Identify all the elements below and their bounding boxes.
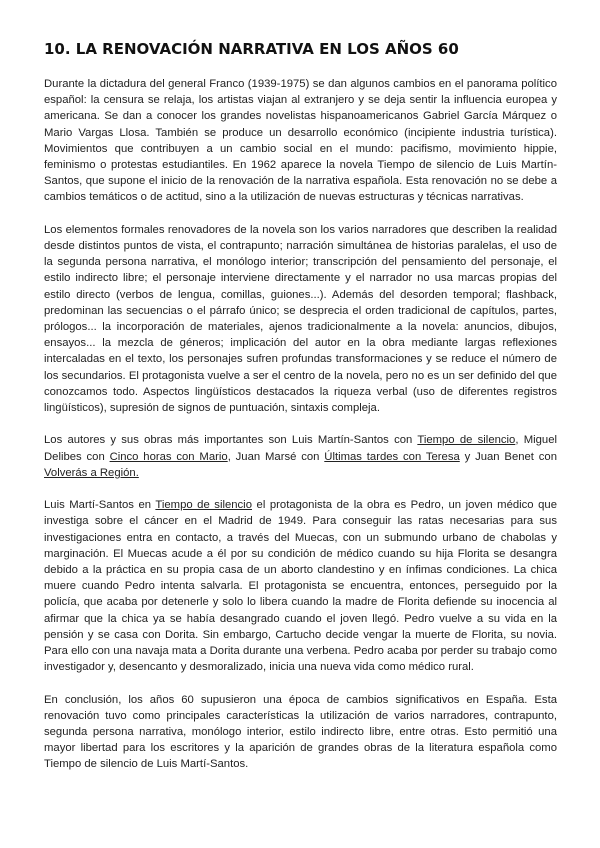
link-volveras-a-region[interactable]: Volverás a Región. — [44, 466, 139, 479]
paragraph-context: Durante la dictadura del general Franco (1939-1975) se dan algunos cambios en el panorama político español: la censura se relaja, los artistas viajan al extranjero y se deja sentir la influencia europea y americana. Se dan a conocer los grandes novelistas hispanoamericanos Gabriel García Márquez o Mario Vargas Llosa. También se produce un desarrollo económico (incipiente industria turística). Movimientos que contribuyen a un cambio social en el mundo: pacifismo, movimiento hippie, feminismo o protestas estudiantiles. En 1962 aparece la novela Tiempo de silencio de Luis Martín-Santos, que supone el inicio de la renovación de la narrativa española. Esta renovación no se debe a cambios temáticos o de actitud, sino a la utilización de nuevas estructuras y técnicas narrativas. — [44, 78, 557, 204]
document-body — [44, 76, 557, 789]
paragraph-conclusion: En conclusión, los años 60 supusieron una época de cambios significativos en España. Esta renovación tuvo como principales características la utilización de varios narradores, contrapunto, segunda persona narrativa, monólogo interior, estilo indirecto libre, entre otras. Esto permitió una mayor libertad para los escritores y la aparición de grandes obras de la literatura española como Tiempo de silencio de Luis Martí-Santos. — [44, 693, 557, 771]
paragraph-formal-elements: Los elementos formales renovadores de la novela son los varios narradores que describen la realidad desde distintos puntos de vista, el contrapunto; narración simultánea de historias paralelas, el uso de la segunda persona narrativa, el monólogo interior; transcripción del pensamiento del personaje, el estilo indirecto libre; el personaje interviene directamente y el narrador no usa marcas propias del estilo directo (verbos de lengua, comillas, guiones...). Además del desorden temporal; flashback, predominan las secuencias o el párrafo único; se desprecia el orden tradicional de capítulos, partes, prólogos... la incorporación de materiales, ajenos tradicionalmente a la novela: anuncios, dibujos, ensayos... la mezcla de géneros; implicación del autor en la obra mediante largas reflexiones intercaladas en el texto, los personajes sufren profundas transformaciones y se reduce el número de los secundarios. El protagonista vuelve a ser el centro de la novela, pero no es un ser definido del que conozcamos todo. Aspectos lingüísticos destacados la riqueza verbal (uso de diferentes registros lingüísticos), supresión de signos de puntuación, sintaxis compleja. — [44, 223, 557, 415]
link-ultimas-tardes-con-teresa[interactable]: Últimas tardes con Teresa — [324, 450, 460, 463]
link-cinco-horas-con-mario[interactable]: Cinco horas con Mario — [109, 450, 228, 463]
text-span: el protagonista de la obra es Pedro, un joven médico que investiga sobre el cáncer en el Madrid de 1949. Para conseguir las ratas necesarias para sus investigaciones entra en contacto, a través del Muecas, con un submundo urbano de chabolas y marginación. El Muecas acude a él por su condición de médico cuando su hija Florita se desangra debido a la práctica en su propia casa de un aborto clandestino y en ínfimas condiciones. La chica muere cuando Pedro intenta salvarla. El protagonista se encuentra, entonces, perseguido por la policía, que acaba por detenerle y solo lo libera cuando la madre de Florita defiende su inocencia al afirmar que la chica ya se había desangrado cuando el joven llegó. Pedro vuelve a su vida en la pensión y se casa con Dorita. Sin embargo, Cartucho decide vengar la muerte de Florita, su novia. Para ello con una navaja mata a Dorita durante una verbena. Pedro acaba por perder su trabajo como investigador y, desencanto y desmoralizado, inicia una nueva vida como médico rural. — [44, 499, 557, 674]
text-span: , Miguel Delibes con — [44, 434, 557, 463]
link-tiempo-de-silencio-2[interactable]: Tiempo de silencio — [155, 499, 252, 512]
link-tiempo-de-silencio[interactable]: Tiempo de silencio — [417, 434, 516, 447]
text-span: , Juan Marsé con — [227, 450, 325, 463]
text-span: y Juan Benet con — [459, 450, 557, 463]
text-span: Los autores y sus obras más importantes son Luis Martín-Santos con — [44, 434, 418, 447]
paragraph-plot-summary — [44, 497, 557, 675]
paragraph-authors — [44, 432, 557, 481]
text-span: Luis Martí-Santos en — [44, 499, 156, 512]
page-title: 10. LA RENOVACIÓN NARRATIVA EN LOS AÑOS 60 — [44, 40, 459, 58]
